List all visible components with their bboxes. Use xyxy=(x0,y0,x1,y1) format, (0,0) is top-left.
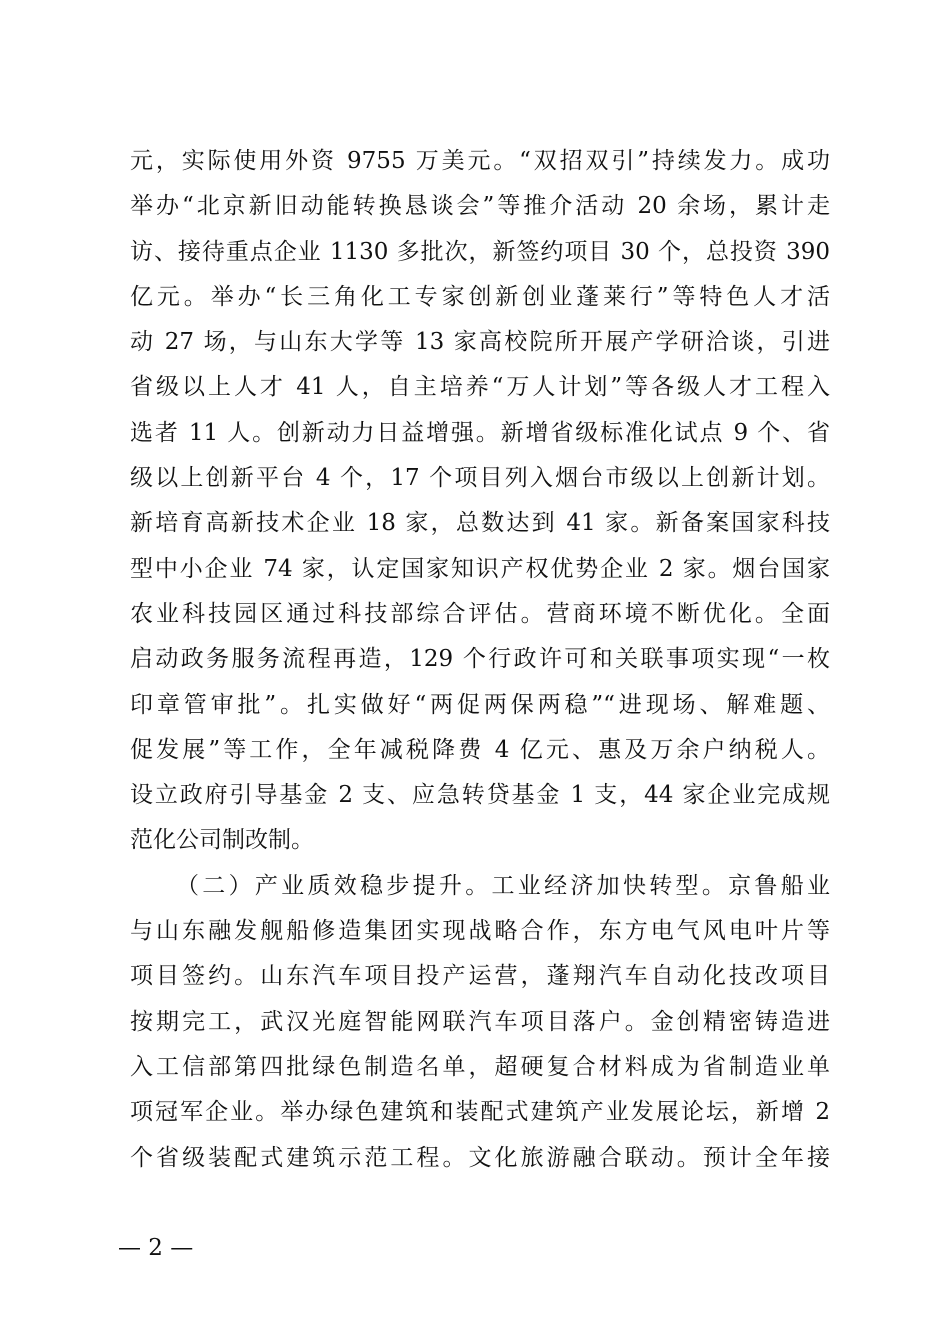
text-line: 按期完工，武汉光庭智能网联汽车项目落户。金创精密铸造进 xyxy=(130,1008,830,1035)
text-line: 访、接待重点企业 1130 多批次，新签约项目 30 个，总投资 390 xyxy=(130,238,830,265)
text-line: 亿元。举办“长三角化工专家创新创业蓬莱行”等特色人才活 xyxy=(130,283,830,310)
text-line: 省级以上人才 41 人，自主培养“万人计划”等各级人才工程入 xyxy=(130,374,830,401)
text-line: 项目签约。山东汽车项目投产运营，蓬翔汽车自动化技改项目 xyxy=(130,963,830,990)
text-line: 新培育高新技术企业 18 家，总数达到 41 家。新备案国家科技 xyxy=(130,510,830,537)
text-line: 选者 11 人。创新动力日益增强。新增省级标准化试点 9 个、省 xyxy=(130,419,830,446)
text-line: 元，实际使用外资 9755 万美元。“双招双引”持续发力。成功 xyxy=(130,148,830,174)
page-number: — 2 — xyxy=(118,1235,194,1261)
text-line: 动 27 场，与山东大学等 13 家高校院所开展产学研洽谈，引进 xyxy=(130,329,830,356)
text-line: 印章管审批”。扎实做好“两促两保两稳”“进现场、解难题、 xyxy=(130,691,830,718)
text-line: 级以上创新平台 4 个，17 个项目列入烟台市级以上创新计划。 xyxy=(130,465,830,492)
text-line: 启动政务服务流程再造，129 个行政许可和关联事项实现“一枚 xyxy=(130,646,830,673)
text-line: 与山东融发舰船修造集团实现战略合作，东方电气风电叶片等 xyxy=(130,918,830,945)
body-text xyxy=(130,139,830,1181)
text-line: 入工信部第四批绿色制造名单，超硬复合材料成为省制造业单 xyxy=(130,1053,830,1080)
section-heading-line: （二）产业质效稳步提升。工业经济加快转型。京鲁船业 xyxy=(176,872,830,899)
text-line: 个省级装配式建筑示范工程。文化旅游融合联动。预计全年接 xyxy=(130,1144,830,1171)
text-line: 设立政府引导基金 2 支、应急转贷基金 1 支，44 家企业完成规 xyxy=(130,782,830,809)
text-line: 型中小企业 74 家，认定国家知识产权优势企业 2 家。烟台国家 xyxy=(130,555,830,582)
text-line: 范化公司制改制。 xyxy=(130,827,314,854)
text-line: 举办“北京新旧动能转换恳谈会”等推介活动 20 余场，累计走 xyxy=(130,193,830,220)
text-line: 促发展”等工作，全年减税降费 4 亿元、惠及万余户纳税人。 xyxy=(130,736,830,763)
text-line: 农业科技园区通过科技部综合评估。营商环境不断优化。全面 xyxy=(130,600,830,627)
text-line: 项冠军企业。举办绿色建筑和装配式建筑产业发展论坛，新增 2 xyxy=(130,1099,830,1126)
